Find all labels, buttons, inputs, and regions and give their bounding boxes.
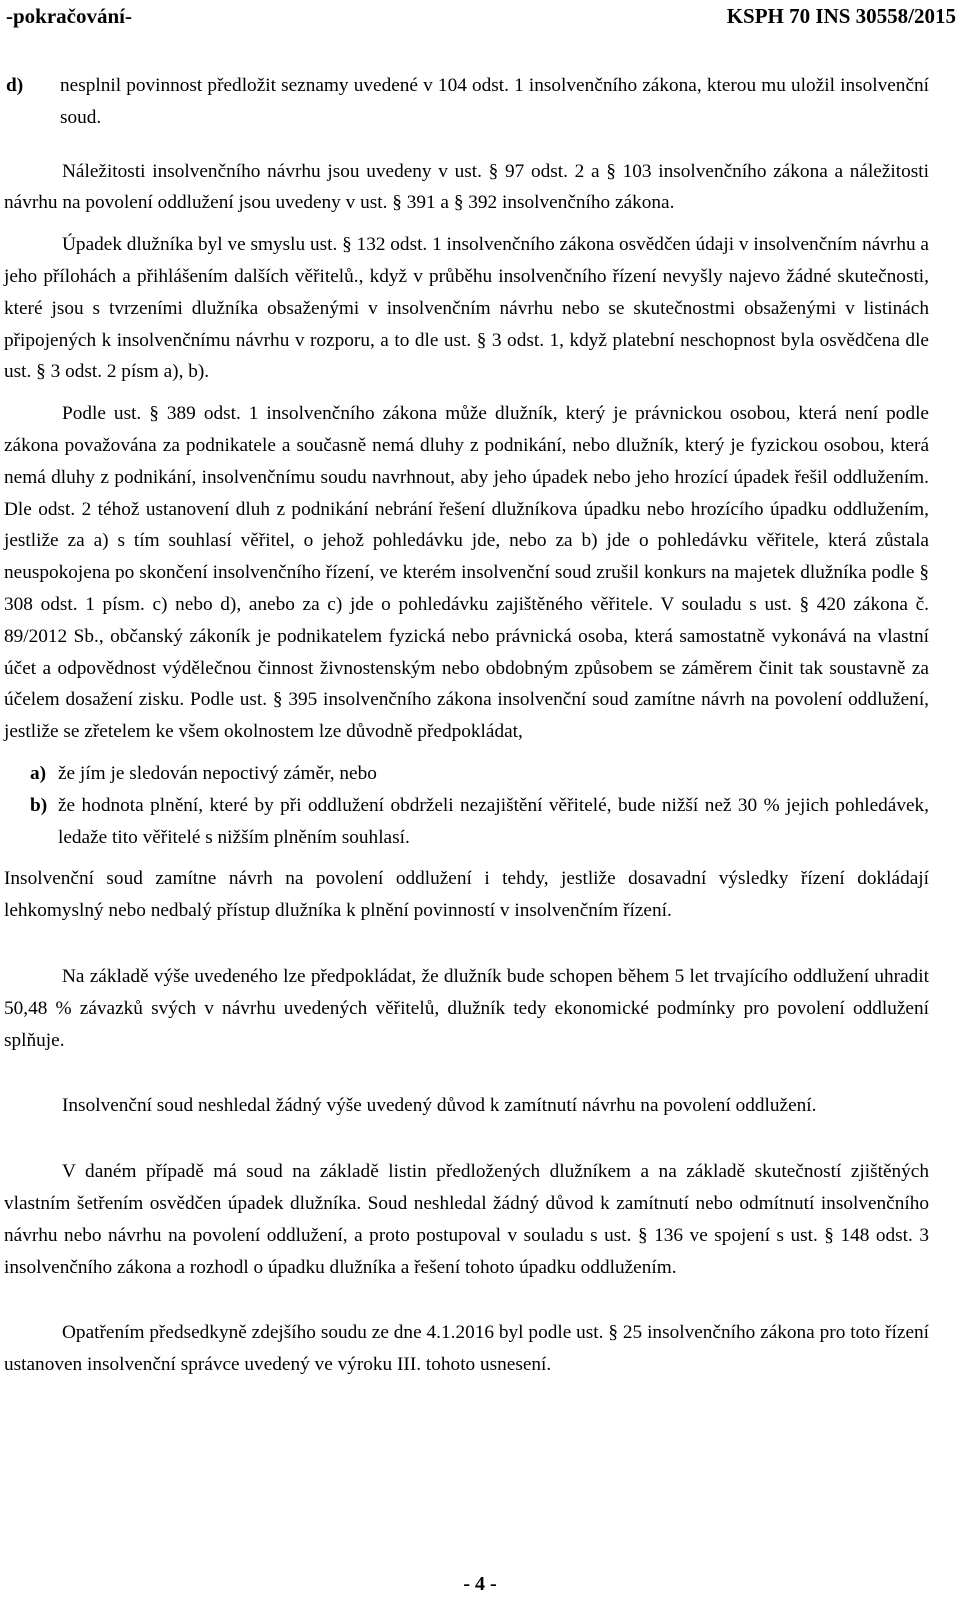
list-item-a xyxy=(4,758,929,790)
list-item-mark: d) xyxy=(6,75,24,96)
paragraph-legal-basis: Podle ust. § 389 odst. 1 insolvenčního zákona může dlužník, který je právnickou osobou, která není podle zákona považována za podnikatele a současně nemá dluhy z podnikání, nebo dlužník, který je fyzickou osobou, která nemá dluhy z podnikání, insolvenčnímu soudu navrhnout, aby jeho úpadek nebo jeho hrozící úpadek řešil oddlužením. Dle odst. 2 téhož ustanovení dluh z podnikání nebrání řešení dlužníkova úpadku nebo hrozícího úpadku oddlužením, jestliže za a) s tím souhlasí věřitel, o jehož pohledávku jde, nebo za b) jde o pohledávku věřitele, která zůstala neuspokojena po skončení insolvenčního řízení, ve kterém insolvenční soud zrušil konkurs na majetek dlužníka podle § 308 odst. 1 písm. c) nebo d), anebo za c) jde o pohledávku zajištěného věřitele. V souladu s ust. § 420 zákona č. 89/2012 Sb., občanský zákoník je podnikatelem fyzická nebo právnická osoba, která samostatně vykonává na vlastní účet a odpovědnost výdělečnou činnost živnostenským nebo obdobným způsobem se záměrem činit tak soustavně za účelem dosažení zisku. Podle ust. § 395 insolvenčního zákona insolvenční soud zamítne návrh na povolení oddlužení, jestliže se zřetelem ke všem okolnostem lze důvodně předpokládat, xyxy=(4,403,929,743)
list-item-mark: a) xyxy=(30,762,47,784)
list-item-text: že hodnota plnění, které by při oddlužení obdrželi nezajištění věřitelé, bude nižší než 30 % jejich pohledávek, ledaže tito věřitelé s nižším plněním souhlasí. xyxy=(58,794,929,848)
list-item-b xyxy=(4,790,929,854)
list-item-mark: b) xyxy=(30,794,48,816)
paragraph-insolvency: Úpadek dlužníka byl ve smyslu ust. § 132 odst. 1 insolvenčního zákona osvědčen údaji v insolvenčním návrhu a jeho přílohách a přihlášením dalších věřitelů., když v průběhu insolvenčního řízení nevyšly najevo žádné skutečnosti, které jsou s tvrzeními dlužníka obsaženými v insolvenčním návrhu nebo se skutečnostmi obsaženými v listinách připojených k insolvenčnímu návrhu v rozporu, a to dle ust. § 3 odst. 1, když platební neschopnost byla osvědčena dle ust. § 3 odst. 2 písm a), b). xyxy=(4,234,929,383)
list-item-d xyxy=(4,70,929,134)
list-item-text: že jím je sledován nepoctivý záměr, nebo xyxy=(58,762,377,784)
case-number: KSPH 70 INS 30558/2015 xyxy=(726,4,956,28)
paragraph-requirements: Náležitosti insolvenčního návrhu jsou uvedeny v ust. § 97 odst. 2 a § 103 insolvenčního zákona a náležitosti návrhu na povolení oddlužení jsou uvedeny v ust. § 391 a § 392 insolvenčního zákona. xyxy=(4,160,929,214)
document-body xyxy=(4,70,929,1381)
paragraph-no-reason: Insolvenční soud neshledal žádný výše uvedený důvod k zamítnutí návrhu na povolení oddlužení. xyxy=(62,1095,817,1117)
continuation-label: -pokračování- xyxy=(6,4,132,28)
paragraph-economic-conditions: Na základě výše uvedeného lze předpokládat, že dlužník bude schopen během 5 let trvajícího oddlužení uhradit 50,48 % závazků svých v návrhu uvedených věřitelů, dlužník tedy ekonomické podmínky pro povolení oddlužení splňuje. xyxy=(4,965,929,1051)
paragraph-decision: V daném případě má soud na základě listin předložených dlužníkem a na základě skutečností zjištěných vlastním šetřením osvědčen úpadek dlužníka. Soud neshledal žádný důvod k zamítnutí nebo odmítnutí insolvenčního návrhu nebo návrhu na povolení oddlužení, a proto postupoval v souladu s ust. § 136 ve spojení s ust. § 148 odst. 3 insolvenčního zákona a rozhodl o úpadku dlužníka a řešení tohoto úpadku oddlužením. xyxy=(4,1161,929,1278)
list-item-text: nesplnil povinnost předložit seznamy uvedené v 104 odst. 1 insolvenčního zákona, kterou mu uložil insolvenční soud. xyxy=(60,75,929,128)
page-number: - 4 - xyxy=(463,1573,497,1595)
page-header xyxy=(6,4,956,34)
paragraph-rejection: Insolvenční soud zamítne návrh na povolení oddlužení i tehdy, jestliže dosavadní výsledky řízení dokládají lehkomyslný nebo nedbalý přístup dlužníka k plnění povinností v insolvenčním řízení. xyxy=(4,868,929,922)
paragraph-trustee: Opatřením předsedkyně zdejšího soudu ze dne 4.1.2016 byl podle ust. § 25 insolvenčního zákona pro toto řízení ustanoven insolvenční správce uvedený ve výroku III. tohoto usnesení. xyxy=(4,1322,929,1376)
